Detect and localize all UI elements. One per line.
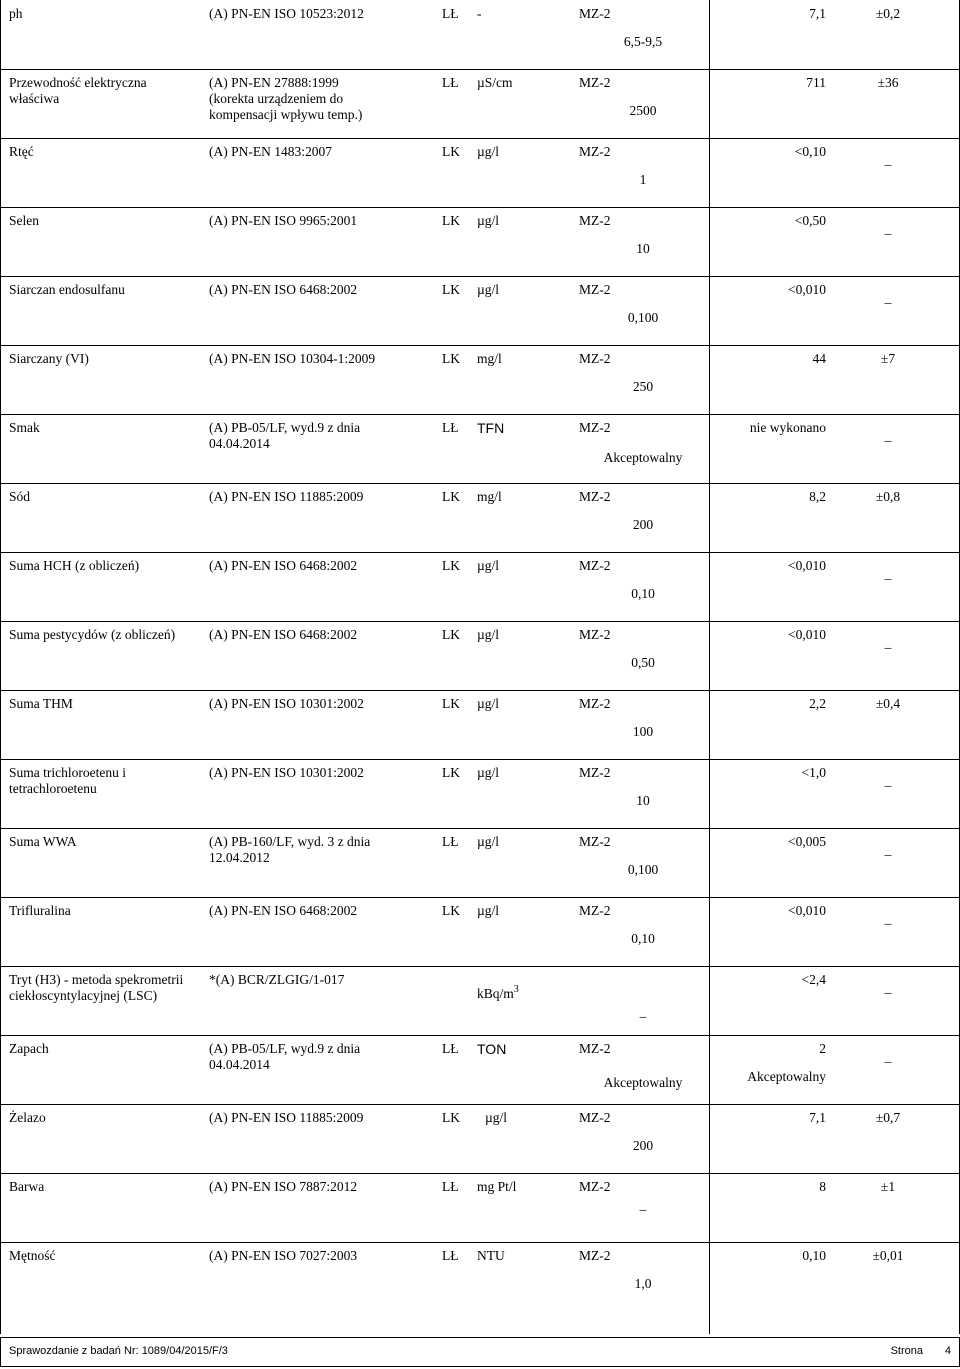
table-row	[1, 1173, 959, 1243]
regulation: MZ-2	[579, 1179, 611, 1194]
lab-code: LŁ	[442, 420, 459, 435]
unit: µg/l	[477, 627, 500, 642]
limit-value: Akceptowalny	[603, 450, 683, 465]
uncertainty: ±1	[880, 1179, 896, 1194]
lab-code: LŁ	[442, 834, 459, 849]
regulation: MZ-2	[579, 1110, 611, 1125]
lab-code: LK	[442, 696, 460, 711]
limit-value: 200	[632, 517, 654, 532]
table-row	[1, 69, 959, 139]
result-value: 8	[819, 1179, 826, 1194]
limit-value: 10	[636, 241, 650, 256]
regulation: MZ-2	[579, 282, 611, 297]
uncertainty: ±0,01	[872, 1248, 904, 1263]
regulation: MZ-2	[579, 351, 611, 366]
lab-code: LŁ	[442, 1041, 459, 1056]
limit-value: 0,10	[631, 931, 655, 946]
parameter-name: Rtęć	[9, 144, 34, 159]
regulation: MZ-2	[579, 903, 611, 918]
parameter-name: Suma pestycydów (z obliczeń)	[9, 627, 176, 642]
result-value: 711	[806, 75, 826, 90]
report-number: Sprawozdanie z badań Nr: 1089/04/2015/F/3	[9, 1345, 228, 1357]
unit: µg/l	[477, 213, 500, 228]
result-value: <2,4	[801, 972, 826, 987]
parameter-name: Mętność	[9, 1248, 56, 1263]
limit-value: 1	[639, 172, 647, 187]
result-value: <0,005	[788, 834, 826, 849]
parameter-name: Suma trichloroetenu i tetrachloroetenu	[9, 765, 126, 796]
table-row	[1, 345, 959, 415]
result-value: 8,2	[809, 489, 826, 504]
page-footer	[0, 1337, 960, 1367]
table-row	[1, 552, 959, 622]
table-row	[1, 828, 959, 898]
result-value: 0,10	[802, 1248, 826, 1263]
result-value: <0,010	[788, 558, 826, 573]
lab-code: LK	[442, 903, 460, 918]
regulation: MZ-2	[579, 489, 611, 504]
limit-value: _	[639, 1197, 647, 1212]
unit: mg/l	[477, 351, 502, 366]
uncertainty: _	[884, 911, 892, 926]
lab-code: LK	[442, 1110, 460, 1125]
lab-code: LK	[442, 351, 460, 366]
regulation: MZ-2	[579, 834, 611, 849]
uncertainty: ±0,4	[875, 696, 901, 711]
method: (A) PN-EN ISO 6468:2002	[209, 903, 358, 918]
table-row	[1, 1104, 959, 1174]
parameter-name: Siarczan endosulfanu	[9, 282, 125, 297]
regulation: _	[639, 1004, 647, 1019]
method: (A) PB-05/LF, wyd.9 z dnia 04.04.2014	[209, 1041, 361, 1072]
method: (A) PN-EN ISO 11885:2009	[209, 489, 364, 504]
limit-value: 100	[632, 724, 654, 739]
unit: µg/l	[477, 696, 500, 711]
unit: TON	[477, 1041, 507, 1057]
uncertainty: _	[884, 290, 892, 305]
lab-code: LŁ	[442, 75, 459, 90]
unit: µg/l	[477, 765, 500, 780]
regulation: MZ-2	[579, 627, 611, 642]
uncertainty: _	[884, 221, 892, 236]
regulation: MZ-2	[579, 75, 611, 90]
lab-code: LK	[442, 489, 460, 504]
regulation: MZ-2	[579, 1041, 611, 1056]
parameter-name: ph	[9, 6, 23, 21]
parameter-name: Zapach	[9, 1041, 49, 1056]
limit-value: 0,50	[631, 655, 655, 670]
method: (A) PN-EN ISO 10304-1:2009	[209, 351, 376, 366]
method: (A) PN-EN ISO 10523:2012	[209, 6, 364, 21]
result-value: 7,1	[809, 1110, 826, 1125]
limit-value: 2500	[629, 103, 657, 118]
lab-code: LK	[442, 765, 460, 780]
lab-code: LK	[442, 282, 460, 297]
table-row	[1, 690, 959, 760]
uncertainty: ±0,7	[875, 1110, 901, 1125]
parameter-name: Trifluralina	[9, 903, 71, 918]
result-value: <0,50	[794, 213, 826, 228]
lab-code: LK	[442, 627, 460, 642]
result-value: 44	[812, 351, 826, 366]
parameter-name: Selen	[9, 213, 39, 228]
result-value: 7,1	[809, 6, 826, 21]
unit: TFN	[477, 420, 505, 436]
uncertainty: ±36	[877, 75, 899, 90]
method: (A) PN-EN ISO 6468:2002	[209, 558, 358, 573]
result-value: <1,0	[801, 765, 826, 780]
regulation: MZ-2	[579, 558, 611, 573]
result-value: <0,10	[794, 144, 826, 159]
table-row	[1, 138, 959, 208]
method: (A) PN-EN ISO 6468:2002	[209, 627, 358, 642]
method: (A) PN-EN ISO 10301:2002	[209, 696, 364, 711]
limit-value: Akceptowalny	[603, 1075, 683, 1090]
result-value: <0,010	[788, 903, 826, 918]
parameter-name: Żelazo	[9, 1110, 46, 1125]
limit-value: 200	[632, 1138, 654, 1153]
table-row	[1, 414, 959, 484]
unit: µg/l	[477, 834, 500, 849]
table-row	[1, 1035, 959, 1105]
parameter-name: Suma HCH (z obliczeń)	[9, 558, 140, 573]
method: (A) PN-EN ISO 7027:2003	[209, 1248, 358, 1263]
unit: µg/l	[477, 144, 500, 159]
result-value: <0,010	[788, 282, 826, 297]
unit: µg/l	[477, 903, 500, 918]
limit-value: 0,100	[627, 310, 659, 325]
parameter-name: Sód	[9, 489, 31, 504]
lab-code: LK	[442, 213, 460, 228]
method: (A) PB-05/LF, wyd.9 z dnia 04.04.2014	[209, 420, 361, 451]
method: (A) PN-EN ISO 11885:2009	[209, 1110, 364, 1125]
limit-value: 250	[632, 379, 654, 394]
limit-value: 10	[636, 793, 650, 808]
unit: µg/l	[477, 558, 500, 573]
parameter-name: Smak	[9, 420, 40, 435]
table-row	[1, 483, 959, 553]
parameter-name: Suma THM	[9, 696, 73, 711]
regulation: MZ-2	[579, 144, 611, 159]
uncertainty: _	[884, 842, 892, 857]
unit: -	[477, 6, 482, 21]
method: (A) PN-EN ISO 7887:2012	[209, 1179, 358, 1194]
uncertainty: _	[884, 1049, 892, 1064]
method: *(A) BCR/ZLGIG/1-017	[209, 972, 345, 987]
parameter-name: Tryt (H3) - metoda spekrometrii ciekłoscyntylacyjnej (LSC)	[9, 972, 184, 1003]
unit: NTU	[477, 1248, 505, 1263]
parameter-name: Przewodność elektryczna właściwa	[9, 75, 147, 106]
uncertainty: _	[884, 566, 892, 581]
method: (A) PN-EN ISO 6468:2002	[209, 282, 358, 297]
table-row	[1, 276, 959, 346]
lab-code: LŁ	[442, 1179, 459, 1194]
parameter-name: Siarczany (VI)	[9, 351, 89, 366]
page-number: 4	[944, 1345, 951, 1357]
regulation: MZ-2	[579, 765, 611, 780]
table-row	[1, 1242, 959, 1311]
limit-value: 0,10	[631, 586, 655, 601]
regulation: MZ-2	[579, 1248, 611, 1263]
method: (A) PN-EN 27888:1999 (korekta urządzeniem do kompensacji wpływu temp.)	[209, 75, 363, 122]
result-value: 2,2	[809, 696, 826, 711]
result-value: nie wykonano	[749, 420, 826, 435]
uncertainty: _	[884, 980, 892, 995]
limit-value: 6,5-9,5	[623, 34, 663, 49]
unit: µS/cm	[477, 75, 513, 90]
regulation: MZ-2	[579, 6, 611, 21]
regulation: MZ-2	[579, 213, 611, 228]
page-label: Strona	[890, 1345, 923, 1357]
unit: mg Pt/l	[477, 1179, 517, 1194]
uncertainty: _	[884, 635, 892, 650]
lab-code: LŁ	[442, 1248, 459, 1263]
table-row	[1, 0, 959, 70]
uncertainty: ±7	[880, 351, 896, 366]
limit-value: 0,100	[627, 862, 659, 877]
table-row	[1, 966, 959, 1036]
table-row	[1, 207, 959, 277]
unit: µg/l	[485, 1110, 508, 1125]
method: (A) PB-160/LF, wyd. 3 z dnia 12.04.2012	[209, 834, 371, 865]
table-row	[1, 759, 959, 829]
result-value-text: Akceptowalny	[747, 1069, 826, 1084]
result-value: 2	[819, 1041, 826, 1056]
method: (A) PN-EN ISO 10301:2002	[209, 765, 364, 780]
uncertainty: ±0,2	[875, 6, 901, 21]
lab-code: LK	[442, 144, 460, 159]
lab-code: LŁ	[442, 6, 459, 21]
result-value: <0,010	[788, 627, 826, 642]
table-row	[1, 897, 959, 967]
uncertainty: ±0,8	[875, 489, 901, 504]
parameter-name: Barwa	[9, 1179, 45, 1194]
uncertainty: _	[884, 152, 892, 167]
regulation: MZ-2	[579, 420, 611, 435]
unit: µg/l	[477, 282, 500, 297]
uncertainty: _	[884, 428, 892, 443]
method: (A) PN-EN ISO 9965:2001	[209, 213, 358, 228]
limit-value: 1,0	[634, 1276, 652, 1291]
method: (A) PN-EN 1483:2007	[209, 144, 332, 159]
parameter-name: Suma WWA	[9, 834, 77, 849]
uncertainty: _	[884, 773, 892, 788]
regulation: MZ-2	[579, 696, 611, 711]
table-row	[1, 621, 959, 691]
unit: mg/l	[477, 489, 502, 504]
lab-code: LK	[442, 558, 460, 573]
unit: kBq/$m^3$	[477, 984, 519, 1001]
